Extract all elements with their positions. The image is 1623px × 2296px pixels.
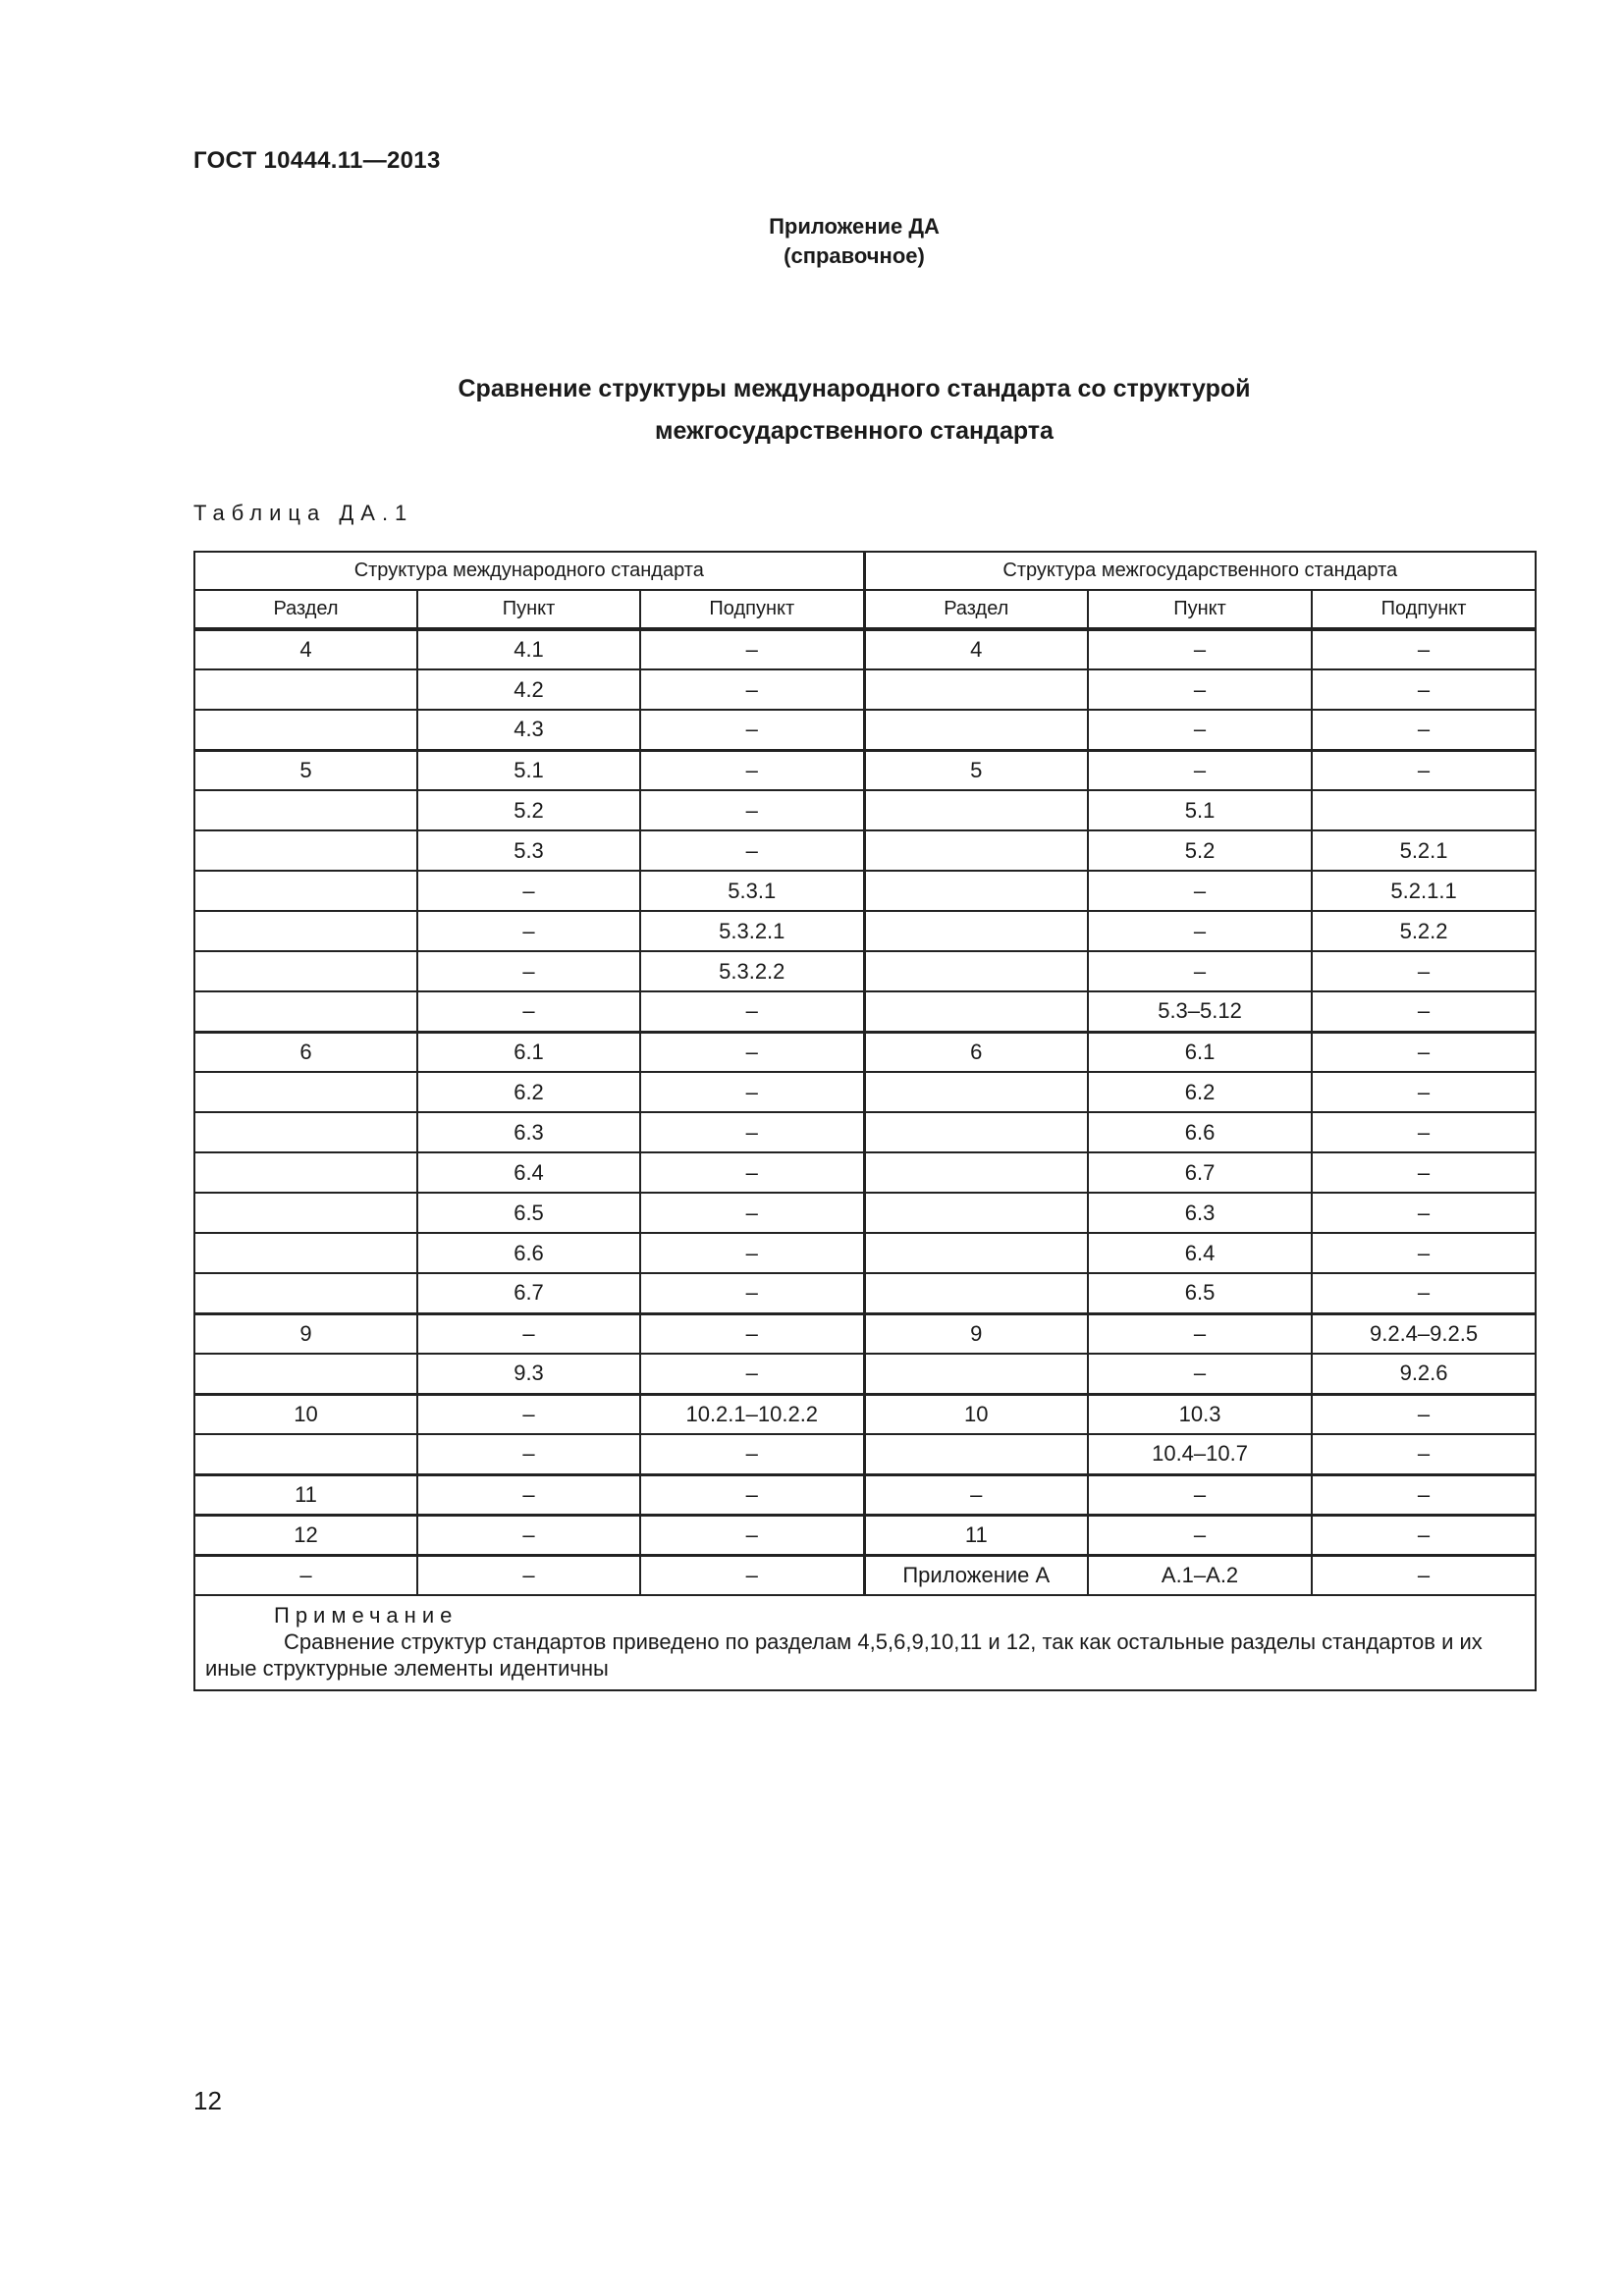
table-cell — [194, 1434, 417, 1474]
table-row — [194, 1354, 1536, 1394]
table-cell: – — [1312, 710, 1536, 750]
table-cell — [864, 1233, 1088, 1273]
table-cell: А.1–А.2 — [1088, 1555, 1312, 1595]
table-row — [194, 830, 1536, 871]
table-cell — [194, 1354, 417, 1394]
table-cell — [194, 790, 417, 830]
table-cell: – — [1088, 629, 1312, 669]
table-cell: – — [1088, 710, 1312, 750]
table-cell: 6.3 — [417, 1112, 640, 1152]
table-label: Таблица ДА.1 — [193, 501, 414, 525]
table-cell: Приложение А — [864, 1555, 1088, 1595]
table-cell — [864, 1112, 1088, 1152]
table-note — [194, 1595, 1536, 1690]
table-cell — [864, 911, 1088, 951]
table-row — [194, 1313, 1536, 1354]
table-cell: – — [417, 951, 640, 991]
table-row — [194, 1032, 1536, 1072]
table-cell: – — [640, 1474, 864, 1515]
table-cell: – — [640, 991, 864, 1032]
table-cell: 11 — [194, 1474, 417, 1515]
table-cell: – — [417, 1555, 640, 1595]
table-cell: – — [1088, 951, 1312, 991]
table-cell: 4.2 — [417, 669, 640, 710]
table-cell — [864, 669, 1088, 710]
table-cell: – — [1312, 991, 1536, 1032]
table-cell: – — [1088, 750, 1312, 790]
table-cell: – — [1088, 1313, 1312, 1354]
table-cell: 6 — [864, 1032, 1088, 1072]
table-cell: – — [417, 1434, 640, 1474]
table-cell: 4.3 — [417, 710, 640, 750]
table-cell: 6.6 — [417, 1233, 640, 1273]
table-cell — [864, 1434, 1088, 1474]
table-cell: – — [640, 1555, 864, 1595]
table-cell: 9 — [864, 1313, 1088, 1354]
table-cell: – — [640, 1032, 864, 1072]
section-title — [0, 368, 1623, 453]
table-cell: 9.3 — [417, 1354, 640, 1394]
table-cell: 6.2 — [417, 1072, 640, 1112]
table-cell: 6.4 — [417, 1152, 640, 1193]
table-cell: – — [1312, 1233, 1536, 1273]
page-number: 12 — [193, 2086, 222, 2115]
table-cell: 6.5 — [417, 1193, 640, 1233]
table-cell: 11 — [864, 1515, 1088, 1555]
table-cell: – — [1312, 1193, 1536, 1233]
table-cell: 6.4 — [1088, 1233, 1312, 1273]
document-code: ГОСТ 10444.11—2013 — [193, 147, 441, 174]
table-cell: – — [1312, 1032, 1536, 1072]
table-cell: – — [1312, 669, 1536, 710]
table-cell: 5.2.1.1 — [1312, 871, 1536, 911]
table-cell — [194, 1193, 417, 1233]
table-cell: – — [640, 830, 864, 871]
table-cell: 6 — [194, 1032, 417, 1072]
table-row — [194, 911, 1536, 951]
table-cell: – — [1312, 1394, 1536, 1434]
table-cell — [194, 830, 417, 871]
table-cell — [864, 1193, 1088, 1233]
table-row — [194, 1474, 1536, 1515]
table-cell: – — [640, 1273, 864, 1313]
table-cell — [194, 669, 417, 710]
table-cell: – — [640, 1354, 864, 1394]
table-cell: 5.2 — [417, 790, 640, 830]
appendix-heading — [0, 212, 1623, 271]
table-cell: 5.3.2.1 — [640, 911, 864, 951]
table-cell: – — [1312, 629, 1536, 669]
table-cell — [864, 991, 1088, 1032]
note-heading: Примечание — [274, 1603, 459, 1628]
table-cell — [194, 1112, 417, 1152]
table-cell: – — [417, 871, 640, 911]
table-cell — [194, 1273, 417, 1313]
table-cell: – — [640, 710, 864, 750]
table-cell: 5 — [864, 750, 1088, 790]
table-cell — [194, 1072, 417, 1112]
table-cell — [864, 1152, 1088, 1193]
table-cell: – — [1312, 1152, 1536, 1193]
table-cell: 5.3–5.12 — [1088, 991, 1312, 1032]
table-row — [194, 629, 1536, 669]
table-cell — [194, 991, 417, 1032]
table-row — [194, 1112, 1536, 1152]
appendix-title: Приложение ДА — [769, 214, 940, 239]
table-cell: – — [1088, 1515, 1312, 1555]
table-cell: – — [1088, 871, 1312, 911]
table-cell: 5.2 — [1088, 830, 1312, 871]
table-cell: – — [864, 1474, 1088, 1515]
table-cell: 5.1 — [417, 750, 640, 790]
table-cell: – — [1088, 1354, 1312, 1394]
column-header: Пункт — [1088, 590, 1312, 629]
table-cell: – — [640, 1233, 864, 1273]
table-cell: 5.2.2 — [1312, 911, 1536, 951]
table-cell — [864, 1354, 1088, 1394]
table-cell: – — [640, 1072, 864, 1112]
table-row — [194, 1434, 1536, 1474]
table-cell: 6.1 — [417, 1032, 640, 1072]
table-cell: 5.3 — [417, 830, 640, 871]
table-body — [194, 629, 1536, 1595]
column-header: Подпункт — [640, 590, 864, 629]
table-row — [194, 1193, 1536, 1233]
table-cell — [864, 710, 1088, 750]
table-row — [194, 1273, 1536, 1313]
table-cell: 9 — [194, 1313, 417, 1354]
table-cell: – — [417, 991, 640, 1032]
table-cell: – — [417, 1515, 640, 1555]
table-cell: – — [1312, 1434, 1536, 1474]
table-cell — [194, 710, 417, 750]
column-header: Подпункт — [1312, 590, 1536, 629]
table-row — [194, 991, 1536, 1032]
table-row — [194, 1394, 1536, 1434]
table-cell: – — [640, 629, 864, 669]
group-header-interstate: Структура межгосударственного стандарта — [864, 552, 1536, 590]
table-cell: 6.7 — [417, 1273, 640, 1313]
table-cell — [1312, 790, 1536, 830]
table-cell: 5.3.1 — [640, 871, 864, 911]
table-cell: – — [194, 1555, 417, 1595]
table-row — [194, 1233, 1536, 1273]
table-cell: – — [1312, 1273, 1536, 1313]
table-row — [194, 1555, 1536, 1595]
table-cell: 9.2.6 — [1312, 1354, 1536, 1394]
table-cell — [194, 1152, 417, 1193]
table-cell: 5 — [194, 750, 417, 790]
table-cell: – — [640, 1152, 864, 1193]
table-row — [194, 1515, 1536, 1555]
table-cell: 6.7 — [1088, 1152, 1312, 1193]
table-cell — [864, 871, 1088, 911]
table-row — [194, 669, 1536, 710]
table-cell: 6.6 — [1088, 1112, 1312, 1152]
table-cell: – — [1312, 1112, 1536, 1152]
table-cell: – — [640, 1434, 864, 1474]
table-cell: – — [417, 1474, 640, 1515]
table-cell: 5.3.2.2 — [640, 951, 864, 991]
section-title-line-1: Сравнение структуры международного стандарта со структурой — [458, 375, 1251, 402]
note-text: Сравнение структур стандартов приведено по разделам 4,5,6,9,10,11 и 12, так как остальные разделы стандартов и их иные структурные элементы идентичны — [205, 1629, 1483, 1681]
table-cell — [864, 830, 1088, 871]
table-cell — [864, 790, 1088, 830]
table-cell: – — [417, 911, 640, 951]
table-cell: – — [1312, 1555, 1536, 1595]
table-cell — [194, 871, 417, 911]
table-cell: 6.1 — [1088, 1032, 1312, 1072]
table-cell: – — [1312, 750, 1536, 790]
table-cell: 9.2.4–9.2.5 — [1312, 1313, 1536, 1354]
table-cell: 6.3 — [1088, 1193, 1312, 1233]
table-cell: – — [640, 1112, 864, 1152]
appendix-type: (справочное) — [784, 243, 925, 268]
table-row — [194, 790, 1536, 830]
group-header-international: Структура международного стандарта — [194, 552, 864, 590]
table-cell: – — [1312, 1515, 1536, 1555]
table-cell: – — [417, 1313, 640, 1354]
table-cell: 10.3 — [1088, 1394, 1312, 1434]
table-cell: – — [1312, 1072, 1536, 1112]
table-cell: – — [1312, 951, 1536, 991]
table-cell: – — [1088, 669, 1312, 710]
table-cell: – — [1088, 911, 1312, 951]
table-cell: – — [640, 669, 864, 710]
table-cell — [194, 911, 417, 951]
table-row — [194, 750, 1536, 790]
table-row — [194, 710, 1536, 750]
table-cell: – — [640, 1313, 864, 1354]
table-cell — [194, 1233, 417, 1273]
table-cell: 5.2.1 — [1312, 830, 1536, 871]
table-cell: – — [640, 1193, 864, 1233]
table-cell: 12 — [194, 1515, 417, 1555]
table-cell — [194, 951, 417, 991]
structure-comparison-table — [193, 551, 1537, 1691]
section-title-line-2: межгосударственного стандарта — [655, 417, 1054, 445]
column-header: Раздел — [194, 590, 417, 629]
table-cell: 5.1 — [1088, 790, 1312, 830]
table-cell — [864, 951, 1088, 991]
column-header: Раздел — [864, 590, 1088, 629]
table-row — [194, 871, 1536, 911]
table-cell: 4.1 — [417, 629, 640, 669]
table-cell — [864, 1273, 1088, 1313]
table-cell: – — [640, 750, 864, 790]
table-cell: 4 — [194, 629, 417, 669]
table-row — [194, 951, 1536, 991]
table-cell — [864, 1072, 1088, 1112]
table-cell: – — [1312, 1474, 1536, 1515]
table-cell: 10 — [864, 1394, 1088, 1434]
table-cell: 10.2.1–10.2.2 — [640, 1394, 864, 1434]
table-row — [194, 1152, 1536, 1193]
table-cell: 6.2 — [1088, 1072, 1312, 1112]
table-cell: 10 — [194, 1394, 417, 1434]
table-cell: – — [1088, 1474, 1312, 1515]
table-cell: 6.5 — [1088, 1273, 1312, 1313]
table-row — [194, 1072, 1536, 1112]
table-cell: 4 — [864, 629, 1088, 669]
table-cell: – — [640, 790, 864, 830]
column-header: Пункт — [417, 590, 640, 629]
table-cell: – — [417, 1394, 640, 1434]
table-cell: 10.4–10.7 — [1088, 1434, 1312, 1474]
table-cell: – — [640, 1515, 864, 1555]
